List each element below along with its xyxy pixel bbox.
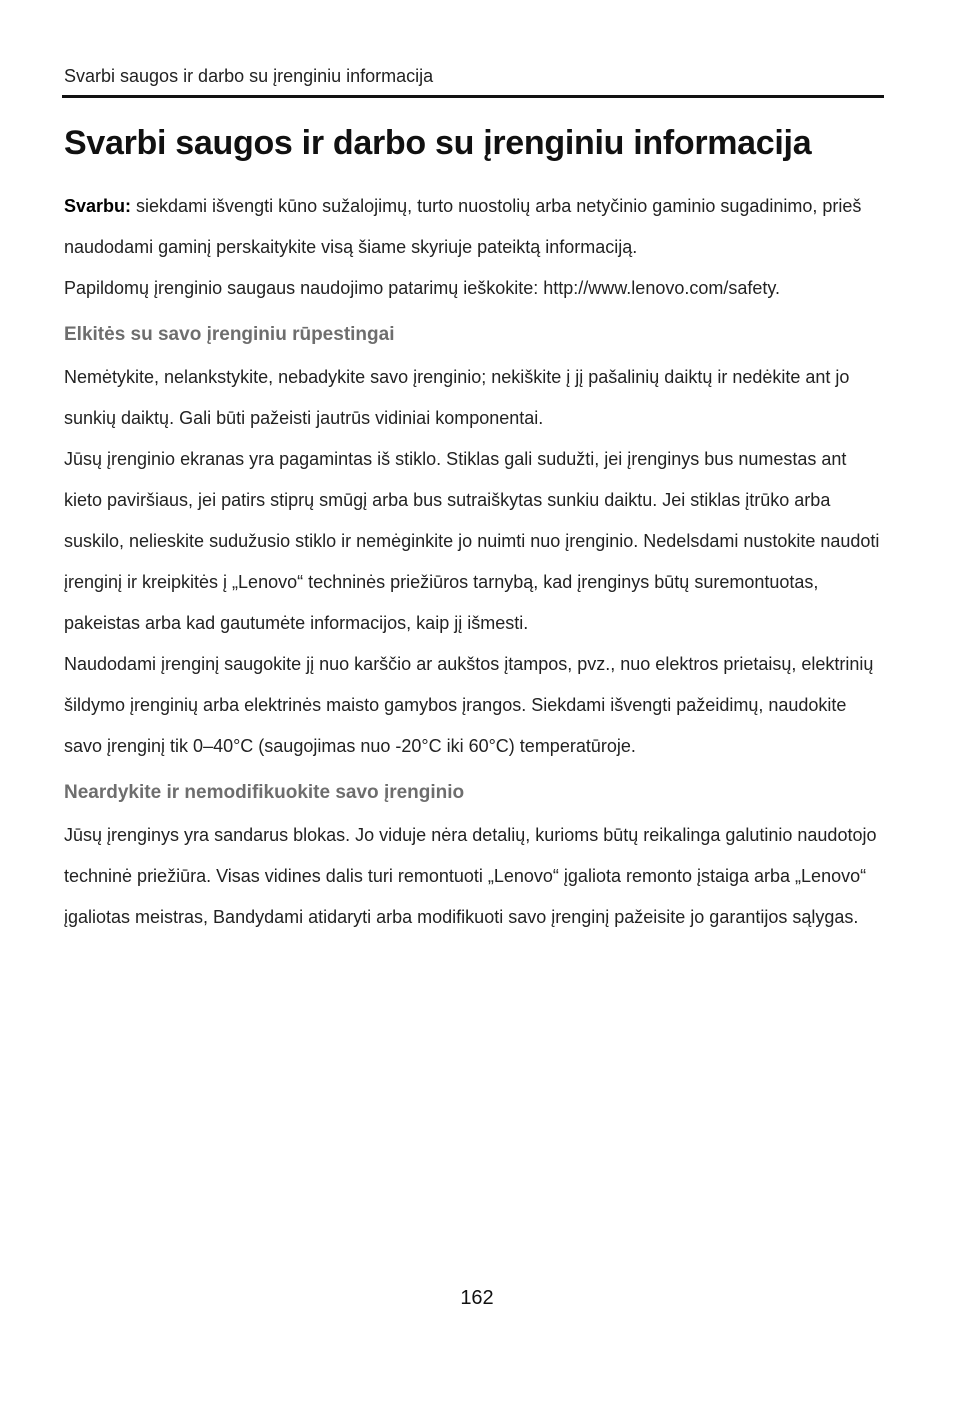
page-title: Svarbi saugos ir darbo su įrenginiu informacija xyxy=(64,124,812,162)
running-header: Svarbi saugos ir darbo su įrenginiu informacija xyxy=(64,66,434,86)
header-divider xyxy=(62,95,884,98)
section-heading-disassembly: Neardykite ir nemodifikuokite savo įrenginio xyxy=(64,782,465,803)
page-content xyxy=(64,186,884,938)
page-number: 162 xyxy=(460,1287,494,1309)
section-heading-care: Elkitės su savo įrenginiu rūpestingai xyxy=(64,324,395,345)
intro-important-paragraph xyxy=(64,186,884,268)
care-paragraph-2: Jūsų įrenginio ekranas yra pagamintas iš stiklo. Stiklas gali sudužti, jei įrenginys bus numestas ant kieto paviršiaus, jei patirs stiprų smūgį arba bus sutraiškytas sunkiu daiktu. Jei stiklas įtrūko arba suskilo, nelieskite sudužusio stiklo ir nemėginkite jo nuimti nuo įrenginio. Nedelsdami nustokite naudoti įrenginį ir kreipkitės į „Lenovo“ techninės priežiūros tarnybą, kad įrenginys būtų suremontuotas, pakeistas arba kad gautumėte informacijos, kaip jį išmesti. xyxy=(64,449,880,633)
care-paragraph-1: Nemėtykite, nelankstykite, nebadykite savo įrenginio; nekiškite į jį pašalinių daiktų ir nedėkite ant jo sunkių daiktų. Gali būti pažeisti jautrūs vidiniai komponentai. xyxy=(64,367,850,428)
care-paragraph-3: Naudodami įrenginį saugokite jį nuo karščio ar aukštos įtampos, pvz., nuo elektros prietaisų, elektrinių šildymo įrenginių arba elektrinės maisto gamybos įrangos. Siekdami išvengti pažeidimų, naudokite savo įrenginį tik 0–40°C (saugojimas nuo -20°C iki 60°C) temperatūroje. xyxy=(64,654,874,756)
disassembly-paragraph-1: Jūsų įrenginys yra sandarus blokas. Jo viduje nėra detalių, kurioms būtų reikalinga galutinio naudotojo techninė priežiūra. Visas vidines dalis turi remontuoti „Lenovo“ įgaliota remonto įstaiga arba „Lenovo“ įgaliotas meistras, Bandydami atidaryti arba modifikuoti savo įrenginį pažeisite jo garantijos sąlygas. xyxy=(64,825,877,927)
important-text: siekdami išvengti kūno sužalojimų, turto nuostolių arba netyčinio gaminio sugadinimo, prieš naudodami gaminį perskaitykite visą šiame skyriuje pateiktą informaciją. xyxy=(64,196,862,257)
important-label: Svarbu: xyxy=(64,196,132,216)
safety-tips-paragraph: Papildomų įrenginio saugaus naudojimo patarimų ieškokite: http://www.lenovo.com/safety. xyxy=(64,278,781,298)
